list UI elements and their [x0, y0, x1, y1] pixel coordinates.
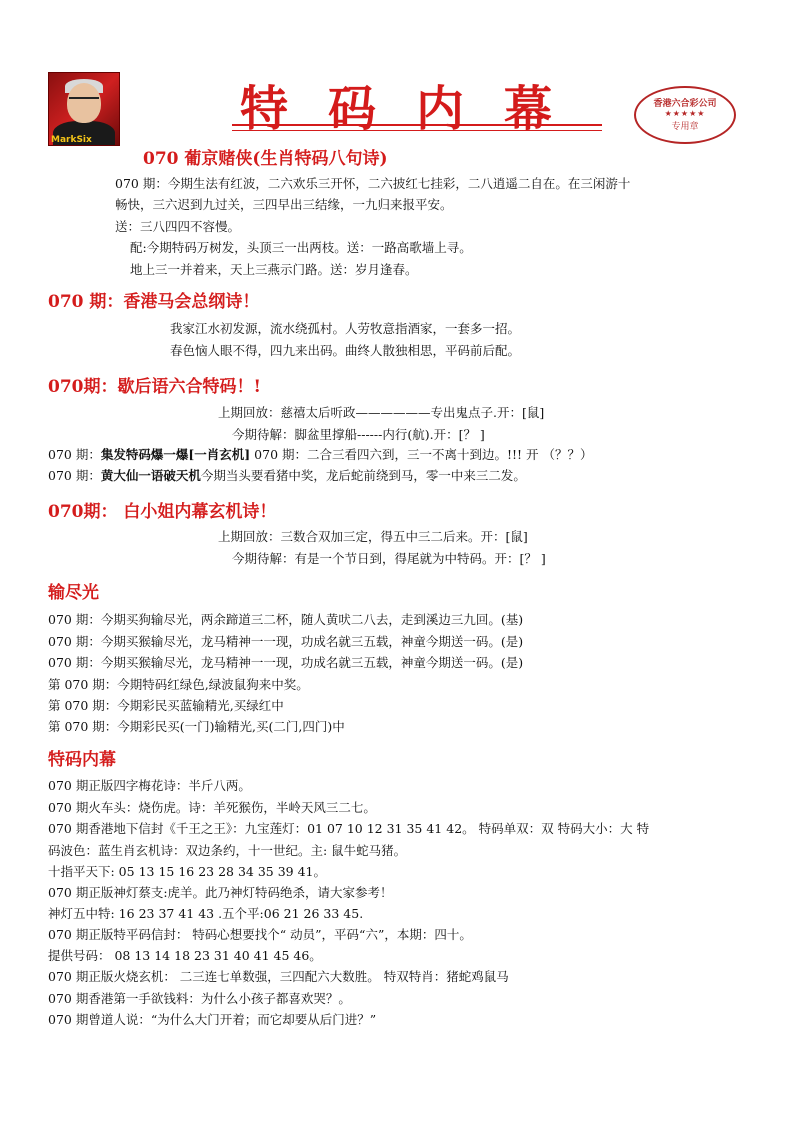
s3-line-2: 今期待解：脚盆里撑船------内行(航).开：[？ ] [232, 427, 485, 442]
s6-line-5: 十指平天下: 05 13 15 16 23 28 34 35 39 41。 [48, 864, 327, 879]
title-underline [232, 124, 602, 126]
avatar-glasses [69, 97, 99, 105]
s5-line-5: 第 070 期：今期彩民买蓝输精光,买绿红中 [48, 698, 284, 713]
s6-line-12: 070 期曾道人说：“为什么大门开着；而它却要从后门进？” [48, 1012, 377, 1027]
s6-line-2: 070 期火车头：烧伤虎。诗：羊死猴伤，半岭天风三二七。 [48, 800, 376, 815]
s5-line-2: 070 期：今期买猴输尽光，龙马精神一一现，功成名就三五载，神童今期送一码。(是) [48, 634, 524, 649]
s2-line-2: 春色恼人眼不得，四九来出码。曲终人散独相思，平码前后配。 [170, 343, 521, 358]
s6-line-11: 070 期香港第一手欲钱料：为什么小孩子都喜欢哭？。 [48, 991, 351, 1006]
s6-line-9: 提供号码： 08 13 14 18 23 31 40 41 45 46。 [48, 948, 322, 963]
s3-line-4-prefix: 070 期： [48, 468, 101, 483]
s1-line-1: 070 期：今期生法有红波，二六欢乐三开怀，二六披红七挂彩，二八逍遥二自在。在三闲游十 [115, 176, 631, 191]
seal-line-1: 香港六合彩公司 [653, 99, 717, 109]
s2-line-1: 我家江水初发源，流水绕孤村。人劳牧意指酒家，一套多一招。 [170, 321, 521, 336]
s4-line-1: 上期回放：三数合双加三定，得五中三二后来。开：[鼠] [218, 529, 528, 544]
s6-line-4: 码波色：蓝生肖玄机诗：双边条约，十一世纪。主: 鼠牛蛇马猪。 [48, 843, 407, 858]
s3-line-3 [48, 446, 593, 464]
s3-line-3-rest: 070 期：二合三看四六到，三一不离十到边。!!! 开 （？？） [250, 447, 593, 462]
s5-line-4: 第 070 期：今期特码红绿色,绿波鼠狗来中奖。 [48, 677, 309, 692]
section-heading-6: 特码内幕 [48, 750, 116, 770]
seal-stars: ★★★★★ [664, 109, 706, 118]
page-title: 特码内幕 [240, 81, 593, 137]
s3-line-4-rest: 今期当头要看猪中奖，龙后蛇前绕到马，零一中来三二发。 [200, 468, 526, 483]
section-heading-2: 070 期：香港马会总纲诗！ [48, 292, 260, 312]
avatar [48, 72, 120, 146]
s6-line-3: 070 期香港地下信封《千王之王》：九宝莲灯：01 07 10 12 31 35 41 42。 特码单双：双 特码大小：大 特 [48, 821, 650, 836]
s5-line-6: 第 070 期：今期彩民买(一门)输精光,买(二门,四门)中 [48, 719, 345, 734]
section-heading-3: 070期：歇后语六合特码！! [48, 377, 261, 397]
s6-line-8: 070 期正版特平码信封： 特码心想要找个“ 动员”，平码“六”，本期：四十。 [48, 927, 472, 942]
s1-line-2: 畅快，三六迟到九过关，三四早出三结缘，一九归来报平安。 [115, 197, 453, 212]
section-heading-5: 输尽光 [48, 583, 99, 603]
s5-line-1: 070 期：今期买狗输尽光，两余蹄道三二杯，随人黄吠二八去，走到溪边三九回。(基) [48, 612, 524, 627]
seal-line-3: 专用章 [671, 122, 699, 132]
s3-line-3-bold: 集发特码爆一爆[一肖玄机] [100, 447, 251, 462]
s1-line-5: 地上三一并着来，天上三燕示门路。送：岁月逢春。 [130, 262, 418, 277]
s1-line-3: 送：三八四四不容慢。 [115, 219, 241, 234]
s3-line-3-prefix: 070 期： [48, 447, 101, 462]
s3-line-4 [48, 467, 526, 485]
s6-line-1: 070 期正版四字梅花诗：半斤八两。 [48, 778, 251, 793]
s6-line-6: 070 期正版神灯蔡支:虎羊。此乃神灯特码绝杀，请大家参考！ [48, 885, 393, 900]
s3-line-1: 上期回放：慈禧太后听政——————专出鬼点子.开：[鼠] [218, 405, 545, 420]
s4-line-2: 今期待解：有是一个节日到，得尾就为中特码。开：[？ ] [232, 551, 546, 566]
avatar-logo-text: MarkSix [51, 135, 92, 145]
s3-line-4-bold: 黄大仙一语破天机 [100, 468, 201, 483]
section-heading-1: 070 葡京赌侠(生肖特码八句诗) [143, 149, 388, 169]
s5-line-3: 070 期：今期买猴输尽光，龙马精神一一现，功成名就三五载，神童今期送一码。(是) [48, 655, 524, 670]
s6-line-10: 070 期正版火烧玄机： 二三连七单数强，三四配六大数胜。 特双特肖：猪蛇鸡鼠马 [48, 969, 509, 984]
s6-line-7: 神灯五中特: 16 23 37 41 43 .五个平:06 21 26 33 45. [48, 906, 364, 921]
s1-line-4: 配:今期特码万树发，头顶三一出两枝。送：一路高歌墙上寻。 [130, 240, 472, 255]
title-underline-thin [232, 130, 602, 131]
official-seal [634, 86, 736, 144]
section-heading-4: 070期： 白小姐内幕玄机诗！ [48, 502, 277, 522]
